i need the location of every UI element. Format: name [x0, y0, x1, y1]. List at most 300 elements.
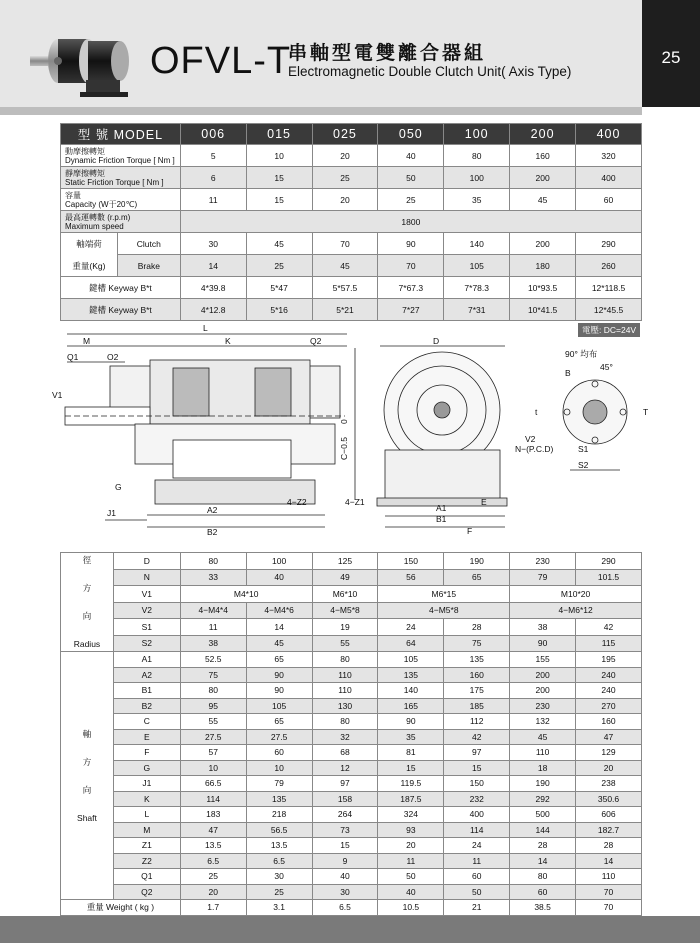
- cell: 11: [378, 853, 444, 869]
- cell: 240: [576, 683, 642, 699]
- dim-row: [61, 698, 642, 714]
- cell: 110: [312, 667, 378, 683]
- cell: 114: [444, 822, 510, 838]
- cell: 20: [312, 189, 378, 211]
- cell: 115: [576, 635, 642, 652]
- cell: 25: [378, 189, 444, 211]
- model-col: 050: [378, 124, 444, 145]
- dim-symbol: K: [113, 791, 180, 807]
- capacity-row: [61, 189, 642, 211]
- cell: 5*21: [312, 299, 378, 321]
- dim-row: [61, 714, 642, 730]
- cell: 9: [312, 853, 378, 869]
- cell: 75: [444, 635, 510, 652]
- cell: 20: [180, 884, 246, 900]
- cell: 95: [180, 698, 246, 714]
- cell: 60: [510, 884, 576, 900]
- cell: 140: [378, 683, 444, 699]
- cell: 14: [576, 853, 642, 869]
- cell: 93: [378, 822, 444, 838]
- dim-label: Q1: [67, 352, 79, 362]
- clutch-label: Clutch: [117, 233, 180, 255]
- cell: 10*93.5: [510, 277, 576, 299]
- cell: 160: [444, 667, 510, 683]
- dim-symbol: B2: [113, 698, 180, 714]
- cell: 56.5: [246, 822, 312, 838]
- dynamic-torque-label: [61, 145, 181, 167]
- cell: 200: [510, 667, 576, 683]
- cell: 25: [246, 884, 312, 900]
- cell: 5: [180, 145, 246, 167]
- cell: 70: [576, 884, 642, 900]
- cell: 11: [444, 853, 510, 869]
- cell: 19: [312, 619, 378, 636]
- cell: 110: [510, 745, 576, 761]
- cell: 11: [180, 189, 246, 211]
- dynamic-torque-row: [61, 145, 642, 167]
- cell: 232: [444, 791, 510, 807]
- cell: 105: [246, 698, 312, 714]
- cell: 7*31: [444, 299, 510, 321]
- cell: 185: [444, 698, 510, 714]
- cell: 68: [312, 745, 378, 761]
- cell: 150: [444, 776, 510, 792]
- cell: 38: [510, 619, 576, 636]
- cell: M6*10: [312, 586, 378, 603]
- model-col: 025: [312, 124, 378, 145]
- cell: 200: [510, 167, 576, 189]
- dim-label: L: [203, 323, 208, 333]
- cell: 105: [378, 652, 444, 668]
- cell: 320: [576, 145, 642, 167]
- dim-label: N−(P.C.D): [515, 444, 554, 454]
- dim-label: C−0.5: [339, 437, 349, 460]
- cell: 129: [576, 745, 642, 761]
- dim-label: M: [83, 336, 91, 346]
- cell: 52.5: [180, 652, 246, 668]
- cell: 81: [378, 745, 444, 761]
- cell: 4*39.8: [180, 277, 246, 299]
- cell: M6*15: [378, 586, 510, 603]
- label-en: Maximum speed: [65, 221, 124, 231]
- title-english: Electromagnetic Double Clutch Unit( Axis Type): [288, 64, 572, 79]
- cell: 47: [180, 822, 246, 838]
- cell: 175: [444, 683, 510, 699]
- cell: 38.5: [510, 900, 576, 916]
- cell: 90: [510, 635, 576, 652]
- cell: 400: [576, 167, 642, 189]
- dim-label: G: [115, 482, 122, 492]
- cell: 5*47: [246, 277, 312, 299]
- cell: 4−M5*8: [312, 602, 378, 619]
- cell: 28: [576, 838, 642, 854]
- cell: 32: [312, 729, 378, 745]
- cell: 70: [312, 233, 378, 255]
- cell: 240: [576, 667, 642, 683]
- model-col: 100: [444, 124, 510, 145]
- cell: 165: [378, 698, 444, 714]
- cell: 13.5: [246, 838, 312, 854]
- group-label-zh: 向: [82, 784, 92, 795]
- dim-label: O2: [107, 352, 119, 362]
- cell: 135: [378, 667, 444, 683]
- cell: 4−M5*8: [378, 602, 510, 619]
- cell: 90: [246, 683, 312, 699]
- cell: 10: [246, 145, 312, 167]
- model-col: 006: [180, 124, 246, 145]
- cell: 40: [246, 569, 312, 586]
- cell: 125: [312, 553, 378, 570]
- cell: 20: [378, 838, 444, 854]
- dim-symbol: S1: [113, 619, 180, 636]
- dim-symbol: C: [113, 714, 180, 730]
- cell: 195: [576, 652, 642, 668]
- cell: 30: [180, 233, 246, 255]
- product-photo: [28, 20, 148, 100]
- cell: 60: [444, 869, 510, 885]
- cell: 79: [510, 569, 576, 586]
- static-torque-label: [61, 167, 181, 189]
- clutch-row: [61, 233, 642, 255]
- cell: 135: [246, 791, 312, 807]
- cell: 80: [312, 714, 378, 730]
- dim-symbol: Q1: [113, 869, 180, 885]
- cell: 56: [378, 569, 444, 586]
- cell: 28: [510, 838, 576, 854]
- dim-row: [61, 553, 642, 570]
- cell: 33: [180, 569, 246, 586]
- dim-row: [61, 729, 642, 745]
- cell: 6: [180, 167, 246, 189]
- cell: 13.5: [180, 838, 246, 854]
- keyway-row: [61, 299, 642, 321]
- cell: 1.7: [180, 900, 246, 916]
- cell: 45: [510, 189, 576, 211]
- dim-symbol: V2: [113, 602, 180, 619]
- cell: 7*27: [378, 299, 444, 321]
- cell: 18: [510, 760, 576, 776]
- dimension-table: [60, 552, 642, 916]
- cell: 5*57.5: [312, 277, 378, 299]
- group-label-zh: 徑: [82, 555, 92, 565]
- cell: 24: [444, 838, 510, 854]
- cell: 100: [246, 553, 312, 570]
- dim-label: F: [467, 526, 473, 536]
- dim-row: [61, 586, 642, 603]
- keyway-label: 鍵槽 Keyway B*t: [61, 277, 181, 299]
- cell: 14: [510, 853, 576, 869]
- dim-symbol: A1: [113, 652, 180, 668]
- dim-symbol: Q2: [113, 884, 180, 900]
- cell: 290: [576, 553, 642, 570]
- cell: 160: [510, 145, 576, 167]
- cell: 130: [312, 698, 378, 714]
- capacity-label: [61, 189, 181, 211]
- cell: 50: [378, 167, 444, 189]
- cell: 114: [180, 791, 246, 807]
- cell: 15: [246, 189, 312, 211]
- cell: 80: [312, 652, 378, 668]
- cell: 30: [312, 884, 378, 900]
- dim-label: Q2: [310, 336, 322, 346]
- cell: 47: [576, 729, 642, 745]
- cell: 6.5: [312, 900, 378, 916]
- dim-row: [61, 569, 642, 586]
- cell: 80: [444, 145, 510, 167]
- cell: 70: [378, 255, 444, 277]
- cell: 90: [378, 714, 444, 730]
- dim-label: 90° 均布: [565, 349, 598, 359]
- cell: 24: [378, 619, 444, 636]
- dim-symbol: E: [113, 729, 180, 745]
- dim-label: S1: [578, 444, 589, 454]
- weight-label: 重量 Weight ( kg ): [61, 900, 181, 916]
- cell: 97: [444, 745, 510, 761]
- cell: 10: [180, 760, 246, 776]
- cell: 21: [444, 900, 510, 916]
- static-torque-row: [61, 167, 642, 189]
- group-label-en: Shaft: [77, 812, 97, 823]
- dim-row: [61, 652, 642, 668]
- cell: 75: [180, 667, 246, 683]
- cell: M10*20: [510, 586, 642, 603]
- cell: 264: [312, 807, 378, 823]
- cell: 270: [576, 698, 642, 714]
- label-unit: [ Nm ]: [142, 177, 164, 187]
- title-chinese: 串軸型電雙離合器組: [288, 43, 487, 64]
- dim-label: B1: [436, 514, 447, 524]
- cell: 200: [510, 233, 576, 255]
- shaft-group-label: [61, 652, 114, 900]
- cell: 35: [444, 189, 510, 211]
- cell: 6.5: [180, 853, 246, 869]
- cell: 80: [180, 683, 246, 699]
- cell: 4−M4*6: [246, 602, 312, 619]
- weight-row: [61, 900, 642, 916]
- cell: 42: [444, 729, 510, 745]
- cell: 55: [312, 635, 378, 652]
- label-zh: 動摩擦轉矩: [65, 146, 105, 156]
- cell: 10: [246, 760, 312, 776]
- dim-symbol: D: [113, 553, 180, 570]
- cell: 79: [246, 776, 312, 792]
- cell: 64: [378, 635, 444, 652]
- weight-group-label: [61, 233, 118, 277]
- cell: 27.5: [180, 729, 246, 745]
- cell: 49: [312, 569, 378, 586]
- cell: 50: [444, 884, 510, 900]
- group-label-zh: 方: [82, 756, 92, 767]
- dim-label: S2: [578, 460, 589, 470]
- dim-label: B2: [207, 527, 218, 537]
- model-col: 400: [576, 124, 642, 145]
- dim-row: [61, 619, 642, 636]
- cell: 40: [378, 884, 444, 900]
- dim-row: [61, 776, 642, 792]
- cell: 110: [576, 869, 642, 885]
- max-speed-value: 1800: [180, 211, 641, 233]
- cell: 65: [246, 714, 312, 730]
- keyway-label: 鍵槽 Keyway B*t: [61, 299, 181, 321]
- cell: 14: [246, 619, 312, 636]
- dim-row: [61, 602, 642, 619]
- cell: 101.5: [576, 569, 642, 586]
- label-en: Static Friction Torque: [65, 177, 140, 187]
- cell: 12: [312, 760, 378, 776]
- cell: 65: [246, 652, 312, 668]
- cell: 70: [576, 900, 642, 916]
- cell: 3.1: [246, 900, 312, 916]
- cell: 135: [444, 652, 510, 668]
- model-header: 型 號 MODEL: [61, 124, 181, 145]
- cell: 80: [180, 553, 246, 570]
- dim-row: [61, 760, 642, 776]
- cell: 28: [444, 619, 510, 636]
- dim-row: [61, 884, 642, 900]
- cell: 50: [378, 869, 444, 885]
- dim-symbol: F: [113, 745, 180, 761]
- dim-label: 0: [339, 419, 349, 424]
- cell: 324: [378, 807, 444, 823]
- cell: 230: [510, 553, 576, 570]
- cell: 100: [444, 167, 510, 189]
- dim-symbol: S2: [113, 635, 180, 652]
- cell: 110: [312, 683, 378, 699]
- spec-header-row: [61, 124, 642, 145]
- spec-table: [60, 123, 642, 321]
- cell: 90: [378, 233, 444, 255]
- label-en: Capacity: [65, 199, 97, 209]
- cell: 158: [312, 791, 378, 807]
- cell: 218: [246, 807, 312, 823]
- cell: 400: [444, 807, 510, 823]
- cell: 606: [576, 807, 642, 823]
- cell: 160: [576, 714, 642, 730]
- model-col: 200: [510, 124, 576, 145]
- cell: 14: [180, 255, 246, 277]
- cell: 80: [510, 869, 576, 885]
- label-zh: 重量(Kg): [72, 260, 106, 271]
- dim-label: B: [565, 368, 571, 378]
- label-zh: 最高運轉數: [65, 212, 105, 222]
- cell: 200: [510, 683, 576, 699]
- keyway-row: [61, 277, 642, 299]
- cell: 45: [312, 255, 378, 277]
- dim-symbol: M: [113, 822, 180, 838]
- dim-label: 4−Z1: [345, 497, 365, 507]
- cell: 6.5: [246, 853, 312, 869]
- radius-group-label: [61, 553, 114, 652]
- cell: 230: [510, 698, 576, 714]
- cell: 190: [444, 553, 510, 570]
- cell: 260: [576, 255, 642, 277]
- dim-row: [61, 791, 642, 807]
- cell: 4−M6*12: [510, 602, 642, 619]
- cell: 35: [378, 729, 444, 745]
- cell: 105: [444, 255, 510, 277]
- dim-label: K: [225, 336, 231, 346]
- cell: 7*78.3: [444, 277, 510, 299]
- cell: 42: [576, 619, 642, 636]
- dim-label: 45°: [600, 362, 613, 372]
- cell: 350.6: [576, 791, 642, 807]
- cell: 4−M4*4: [180, 602, 246, 619]
- dim-label: V1: [52, 390, 63, 400]
- dim-row: [61, 683, 642, 699]
- cell: 20: [576, 760, 642, 776]
- voltage-badge: 電壓: DC=24V: [578, 323, 640, 337]
- cell: M4*10: [180, 586, 312, 603]
- dim-symbol: B1: [113, 683, 180, 699]
- page-number: 25: [642, 0, 700, 107]
- cell: 182.7: [576, 822, 642, 838]
- dim-label: T: [643, 407, 649, 417]
- cell: 38: [180, 635, 246, 652]
- cell: 27.5: [246, 729, 312, 745]
- cell: 45: [246, 233, 312, 255]
- dim-row: [61, 838, 642, 854]
- cell: 238: [576, 776, 642, 792]
- cell: 132: [510, 714, 576, 730]
- dim-label: A1: [436, 503, 447, 513]
- dim-symbol: N: [113, 569, 180, 586]
- cell: 97: [312, 776, 378, 792]
- cell: 25: [180, 869, 246, 885]
- dim-row: [61, 853, 642, 869]
- cell: 73: [312, 822, 378, 838]
- label-unit: (W于20℃): [98, 199, 138, 209]
- cell: 30: [246, 869, 312, 885]
- cell: 60: [246, 745, 312, 761]
- dim-row: [61, 667, 642, 683]
- dim-label: A2: [207, 505, 218, 515]
- cell: 90: [246, 667, 312, 683]
- cell: 25: [312, 167, 378, 189]
- cell: 10.5: [378, 900, 444, 916]
- cell: 180: [510, 255, 576, 277]
- dim-symbol: Z1: [113, 838, 180, 854]
- cell: 12*45.5: [576, 299, 642, 321]
- group-label-zh: 軸: [82, 728, 92, 739]
- model-col: 015: [246, 124, 312, 145]
- cell: 57: [180, 745, 246, 761]
- dim-symbol: L: [113, 807, 180, 823]
- cell: 12*118.5: [576, 277, 642, 299]
- dim-label: D: [433, 336, 440, 346]
- dim-label: t: [535, 407, 538, 417]
- dim-row: [61, 745, 642, 761]
- dim-label: J1: [107, 508, 116, 518]
- label-unit: (r.p.m): [107, 212, 131, 222]
- dim-symbol: J1: [113, 776, 180, 792]
- group-label-zh: 向: [82, 611, 92, 621]
- cell: 7*67.3: [378, 277, 444, 299]
- cell: 144: [510, 822, 576, 838]
- group-label-zh: 方: [82, 583, 92, 593]
- dim-label: E: [481, 497, 487, 507]
- cell: 11: [180, 619, 246, 636]
- label-zh: 容量: [65, 190, 81, 200]
- header-underline: [0, 107, 642, 115]
- group-label-en: Radius: [73, 639, 101, 649]
- cell: 55: [180, 714, 246, 730]
- cell: 155: [510, 652, 576, 668]
- dim-label: 4−Z2: [287, 497, 307, 507]
- dim-row: [61, 807, 642, 823]
- brake-label: Brake: [117, 255, 180, 277]
- cell: 5*16: [246, 299, 312, 321]
- dim-label: V2: [525, 434, 536, 444]
